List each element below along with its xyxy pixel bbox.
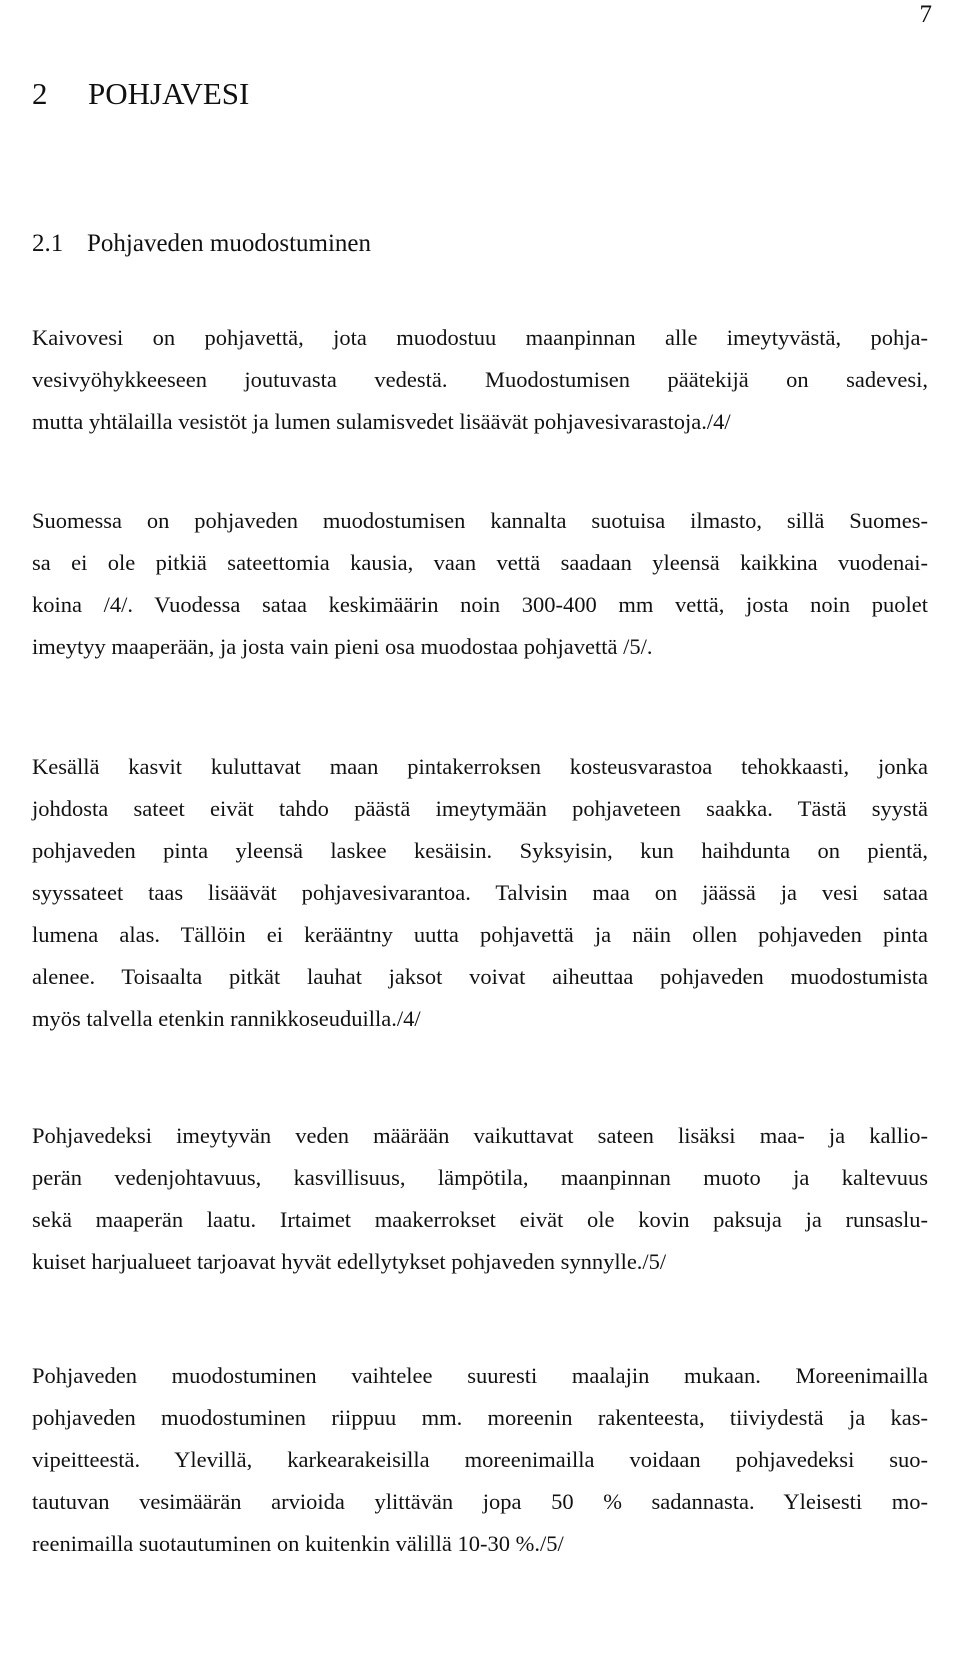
section-title: Pohjaveden muodostuminen bbox=[87, 230, 371, 257]
text-line: Suomessa on pohjaveden muodostumisen kannalta suotuisa ilmasto, sillä Suomes- bbox=[32, 508, 928, 533]
page-number: 7 bbox=[919, 1, 932, 28]
text-line: lumena alas. Tällöin ei kerääntny uutta pohjavettä ja näin ollen pohjaveden pinta bbox=[32, 922, 928, 947]
text-line: perän vedenjohtavuus, kasvillisuus, lämpötila, maanpinnan muoto ja kaltevuus bbox=[32, 1165, 928, 1190]
text-line: vesivyöhykkeeseen joutuvasta vedestä. Muodostumisen päätekijä on sadevesi, bbox=[32, 367, 928, 392]
paragraph-5 bbox=[32, 1355, 928, 1565]
text-line: imeytyy maaperään, ja josta vain pieni osa muodostaa pohjavettä /5/. bbox=[32, 634, 653, 659]
text-line: tautuvan vesimäärän arvioida ylittävän jopa 50 % sadannasta. Yleisesti mo- bbox=[32, 1489, 928, 1514]
text-line: sekä maaperän laatu. Irtaimet maakerrokset eivät ole kovin paksuja ja runsaslu- bbox=[32, 1207, 928, 1232]
text-line: sa ei ole pitkiä sateettomia kausia, vaan vettä saadaan yleensä kaikkina vuodenai- bbox=[32, 550, 928, 575]
text-line: myös talvella etenkin rannikkoseuduilla./4/ bbox=[32, 1006, 421, 1031]
text-line: syyssateet taas lisäävät pohjavesivarantoa. Talvisin maa on jäässä ja vesi sataa bbox=[32, 880, 928, 905]
text-line: alenee. Toisaalta pitkät lauhat jaksot voivat aiheuttaa pohjaveden muodostumista bbox=[32, 964, 928, 989]
text-line: koina /4/. Vuodessa sataa keskimäärin noin 300-400 mm vettä, josta noin puolet bbox=[32, 592, 928, 617]
text-line: pohjaveden muodostuminen riippuu mm. moreenin rakenteesta, tiiviydestä ja kas- bbox=[32, 1405, 928, 1430]
text-line: pohjaveden pinta yleensä laskee kesäisin. Syksyisin, kun haihdunta on pientä, bbox=[32, 838, 928, 863]
paragraph-1 bbox=[32, 317, 928, 443]
text-line: Pohjaveden muodostuminen vaihtelee suuresti maalajin mukaan. Moreenimailla bbox=[32, 1363, 928, 1388]
text-line: mutta yhtälailla vesistöt ja lumen sulamisvedet lisäävät pohjavesivarastoja./4/ bbox=[32, 409, 731, 434]
paragraph-3 bbox=[32, 746, 928, 1040]
chapter-title: POHJAVESI bbox=[88, 76, 250, 111]
text-line: vipeitteestä. Ylevillä, karkearakeisilla moreenimailla voidaan pohjavedeksi suo- bbox=[32, 1447, 928, 1472]
chapter-number: 2 bbox=[32, 76, 48, 111]
section-heading bbox=[32, 228, 371, 260]
text-line: Pohjavedeksi imeytyvän veden määrään vaikuttavat sateen lisäksi maa- ja kallio- bbox=[32, 1123, 928, 1148]
text-line: johdosta sateet eivät tahdo päästä imeytymään pohjaveteen saakka. Tästä syystä bbox=[32, 796, 928, 821]
section-number: 2.1 bbox=[32, 230, 64, 257]
paragraph-4 bbox=[32, 1115, 928, 1283]
text-line: kuiset harjualueet tarjoavat hyvät edellytykset pohjaveden synnylle./5/ bbox=[32, 1249, 667, 1274]
chapter-heading bbox=[32, 74, 249, 114]
text-line: Kaivovesi on pohjavettä, jota muodostuu maanpinnan alle imeytyvästä, pohja- bbox=[32, 325, 928, 350]
paragraph-2 bbox=[32, 500, 928, 668]
text-line: reenimailla suotautuminen on kuitenkin välillä 10-30 %./5/ bbox=[32, 1531, 564, 1556]
text-line: Kesällä kasvit kuluttavat maan pintakerroksen kosteusvarastoa tehokkaasti, jonka bbox=[32, 754, 928, 779]
